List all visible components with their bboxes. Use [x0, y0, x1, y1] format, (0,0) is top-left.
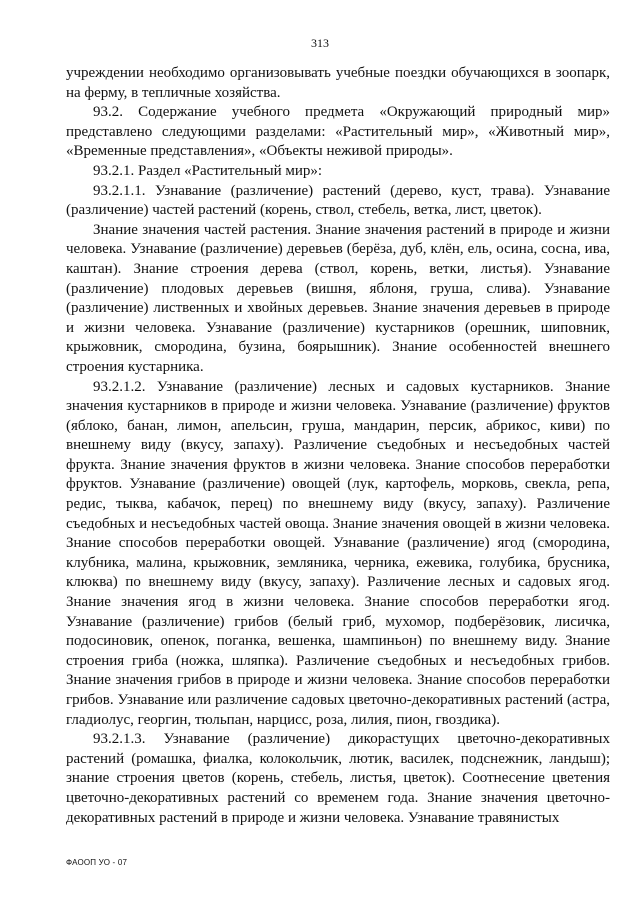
paragraph-93-2: 93.2. Содержание учебного предмета «Окружающий природный мир» представлено следующими разделами: «Растительный мир», «Животный мир», «Временные представления», «Объекты неживой природы». — [66, 104, 610, 160]
footer-code: ФАООП УО - 07 — [66, 858, 128, 867]
page-number: 313 — [311, 36, 329, 50]
paragraph-93-2-1-2: 93.2.1.2. Узнавание (различение) лесных и садовых кустарников. Знание значения кустарников в природе и жизни человека. Узнавание (различение) фруктов (яблоко, банан, лимон, апельсин, груша, мандарин, персик, абрикос, киви) по внешнему виду (вкусу, запаху). Различение съедобных и несъедобных частей фрукта. Знание значения фруктов в жизни человека. Знание способов переработки фруктов. Узнавание (различение) овощей (лук, картофель, морковь, свекла, репа, редис, тыква, кабачок, перец) по внешнему виду (вкусу, запаху). Различение съедобных и несъедобных частей овоща. Знание значения овощей в жизни человека. Знание способов переработки овощей. Узнавание (различение) ягод (смородина, клубника, малина, крыжовник, земляника, черника, ежевика, голубика, брусника, клюква) по внешнему виду (вкусу, запаху). Различение лесных и садовых ягод. Знание значения ягод в жизни человека. Знание способов переработки ягод. Узнавание (различение) грибов (белый гриб, мухомор, подберёзовик, лисичка, подосиновик, опенок, поганка, вешенка, шампиньон) по внешнему виду. Знание строения гриба (ножка, шляпка). Различение съедобных и несъедобных грибов. Знание значения грибов в природе и жизни человека. Знание способов переработки грибов. Узнавание или различение садовых цветочно-декоративных растений (астра, гладиолус, георгин, тюльпан, нарцисс, роза, лилия, пион, гвоздика). — [66, 378, 610, 728]
paragraph-intro-continuation: учреждении необходимо организовывать учебные поездки обучающихся в зоопарк, на ферму, в тепличные хозяйства. — [66, 65, 610, 101]
paragraph-93-2-1-1: 93.2.1.1. Узнавание (различение) растений (дерево, куст, трава). Узнавание (различение) частей растений (корень, ствол, стебель, ветка, лист, цветок). — [66, 182, 610, 219]
paragraph-93-2-1: 93.2.1. Раздел «Растительный мир»: — [93, 162, 323, 179]
paragraph-plant-parts: Знание значения частей растения. Знание значения растений в природе и жизни человека. Узнавание (различение) деревьев (берёза, дуб, клён, ель, осина, сосна, ива, каштан). Знание строения дерева (ствол, корень, ветки, листья). Узнавание (различение) плодовых деревьев (вишня, яблоня, груша, слива). Узнавание (различение) лиственных и хвойных деревьев. Знание значения деревьев в природе и жизни человека. Узнавание (различение) кустарников (орешник, шиповник, крыжовник, смородина, бузина, боярышник). Знание особенностей внешнего строения кустарника. — [66, 221, 610, 375]
paragraph-93-2-1-3: 93.2.1.3. Узнавание (различение) дикорастущих цветочно-декоративных растений (ромашка, фиалка, колокольчик, лютик, василек, подснежник, ландыш); знание строения цветов (корень, стебель, листья, цветок). Соотнесение цветения цветочно-декоративных растений со временем года. Знание значения цветочно-декоративных растений в природе и жизни человека. Узнавание травянистых — [66, 731, 610, 826]
body-text — [66, 64, 610, 828]
